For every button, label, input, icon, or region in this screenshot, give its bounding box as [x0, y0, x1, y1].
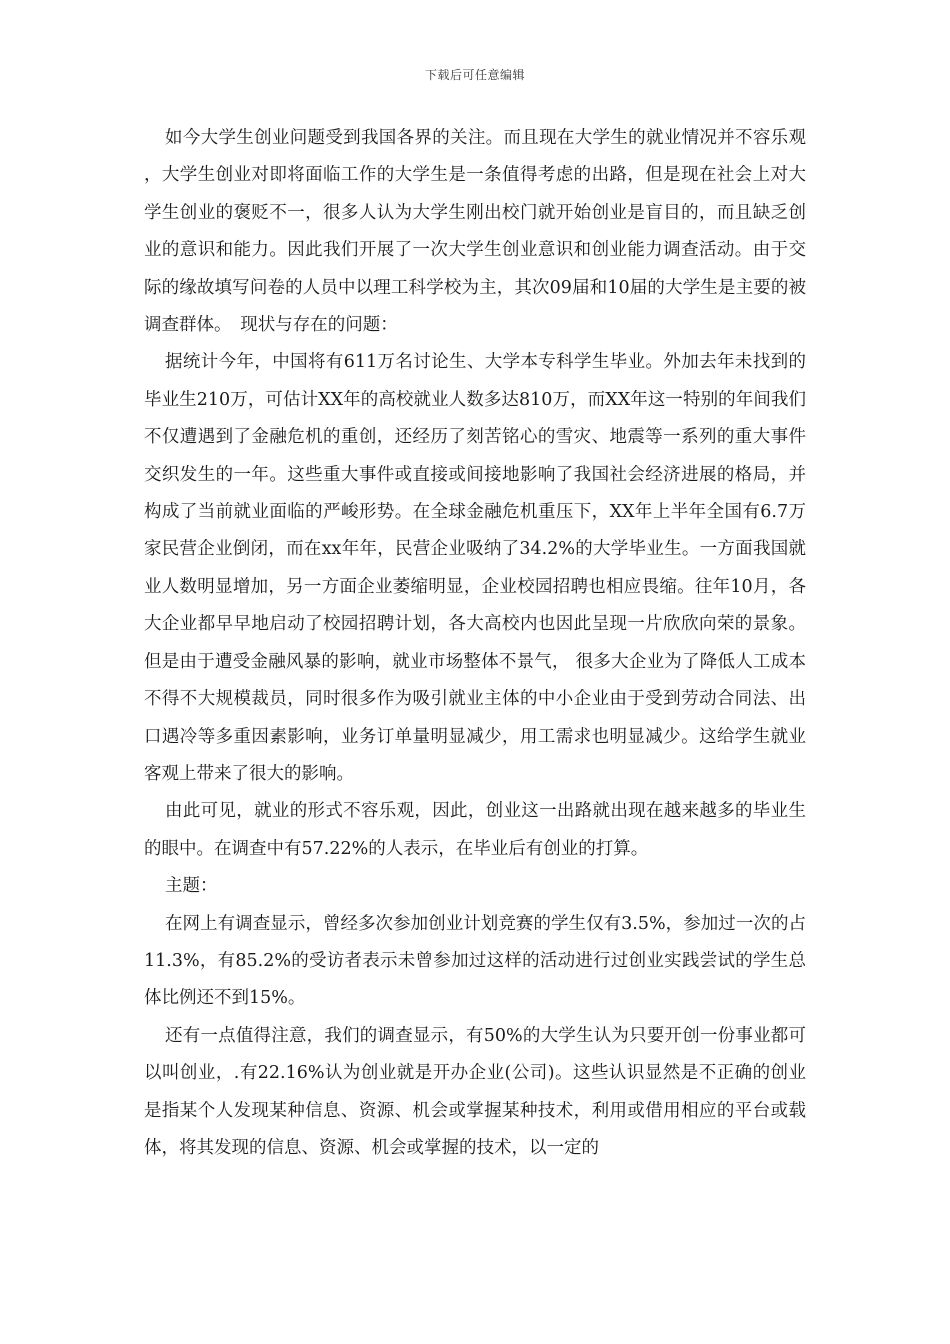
paragraph-note: 还有一点值得注意，我们的调查显示，有50%的大学生认为只要开创一份事业都可以叫创业，.有22.16%认为创业就是开办企业(公司)。这些认识显然是不正确的创业是指某个人发现某种信息、资源、机会或掌握某种技术，利用或借用相应的平台或载体，将其发现的信息、资源、机会或掌握的技术，以一定的 — [144, 1025, 806, 1158]
paragraph-conclusion: 由此可见，就业的形式不容乐观，因此，创业这一出路就出现在越来越多的毕业生的眼中。在调查中有57.22%的人表示，在毕业后有创业的打算。 — [144, 801, 806, 859]
document-body — [144, 120, 806, 1167]
paragraph-intro: 如今大学生创业问题受到我国各界的关注。而且现在大学生的就业情况并不容乐观，大学生创业对即将面临工作的大学生是一条值得考虑的出路，但是现在社会上对大学生创业的褒贬不一，很多人认为大学生刚出校门就开始创业是盲目的，而且缺乏创业的意识和能力。因此我们开展了一次大学生创业意识和创业能力调查活动。由于交际的缘故填写问卷的人员中以理工科学校为主，其次09届和10届的大学生是主要的被调查群体。 现状与存在的问题： — [144, 128, 806, 336]
paragraph-survey: 在网上有调查显示，曾经多次参加创业计划竞赛的学生仅有3.5%，参加过一次的占11.3%，有85.2%的受访者表示未曾参加过这样的活动进行过创业实践尝试的学生总体比例还不到15%。 — [144, 913, 806, 1009]
page-header: 下载后可任意编辑 — [424, 68, 525, 82]
paragraph-statistics: 据统计今年，中国将有611万名讨论生、大学本专科学生毕业。外加去年未找到的毕业生210万，可估计XX年的高校就业人数多达810万，而XX年这一特别的年间我们不仅遭遇到了金融危机的重创，还经历了刻苦铭心的雪灾、地震等一系列的重大事件交织发生的一年。这些重大事件或直接或间接地影响了我国社会经济进展的格局，并构成了当前就业面临的严峻形势。在全球金融危机重压下，XX年上半年全国有6.7万家民营企业倒闭，而在xx年年，民营企业吸纳了34.2%的大学毕业生。一方面我国就业人数明显增加，另一方面企业萎缩明显，企业校园招聘也相应畏缩。往年10月，各大企业都早早地启动了校园招聘计划，各大高校内也因此呈现一片欣欣向荣的景象。但是由于遭受金融风暴的影响，就业市场整体不景气， 很多大企业为了降低人工成本不得不大规模裁员，同时很多作为吸引就业主体的中小企业由于受到劳动合同法、出口遇冷等多重因素影响，业务订单量明显减少，用工需求也明显减少。这给学生就业客观上带来了很大的影响。 — [144, 352, 806, 784]
paragraph-topic-heading: 主题： — [165, 876, 218, 897]
